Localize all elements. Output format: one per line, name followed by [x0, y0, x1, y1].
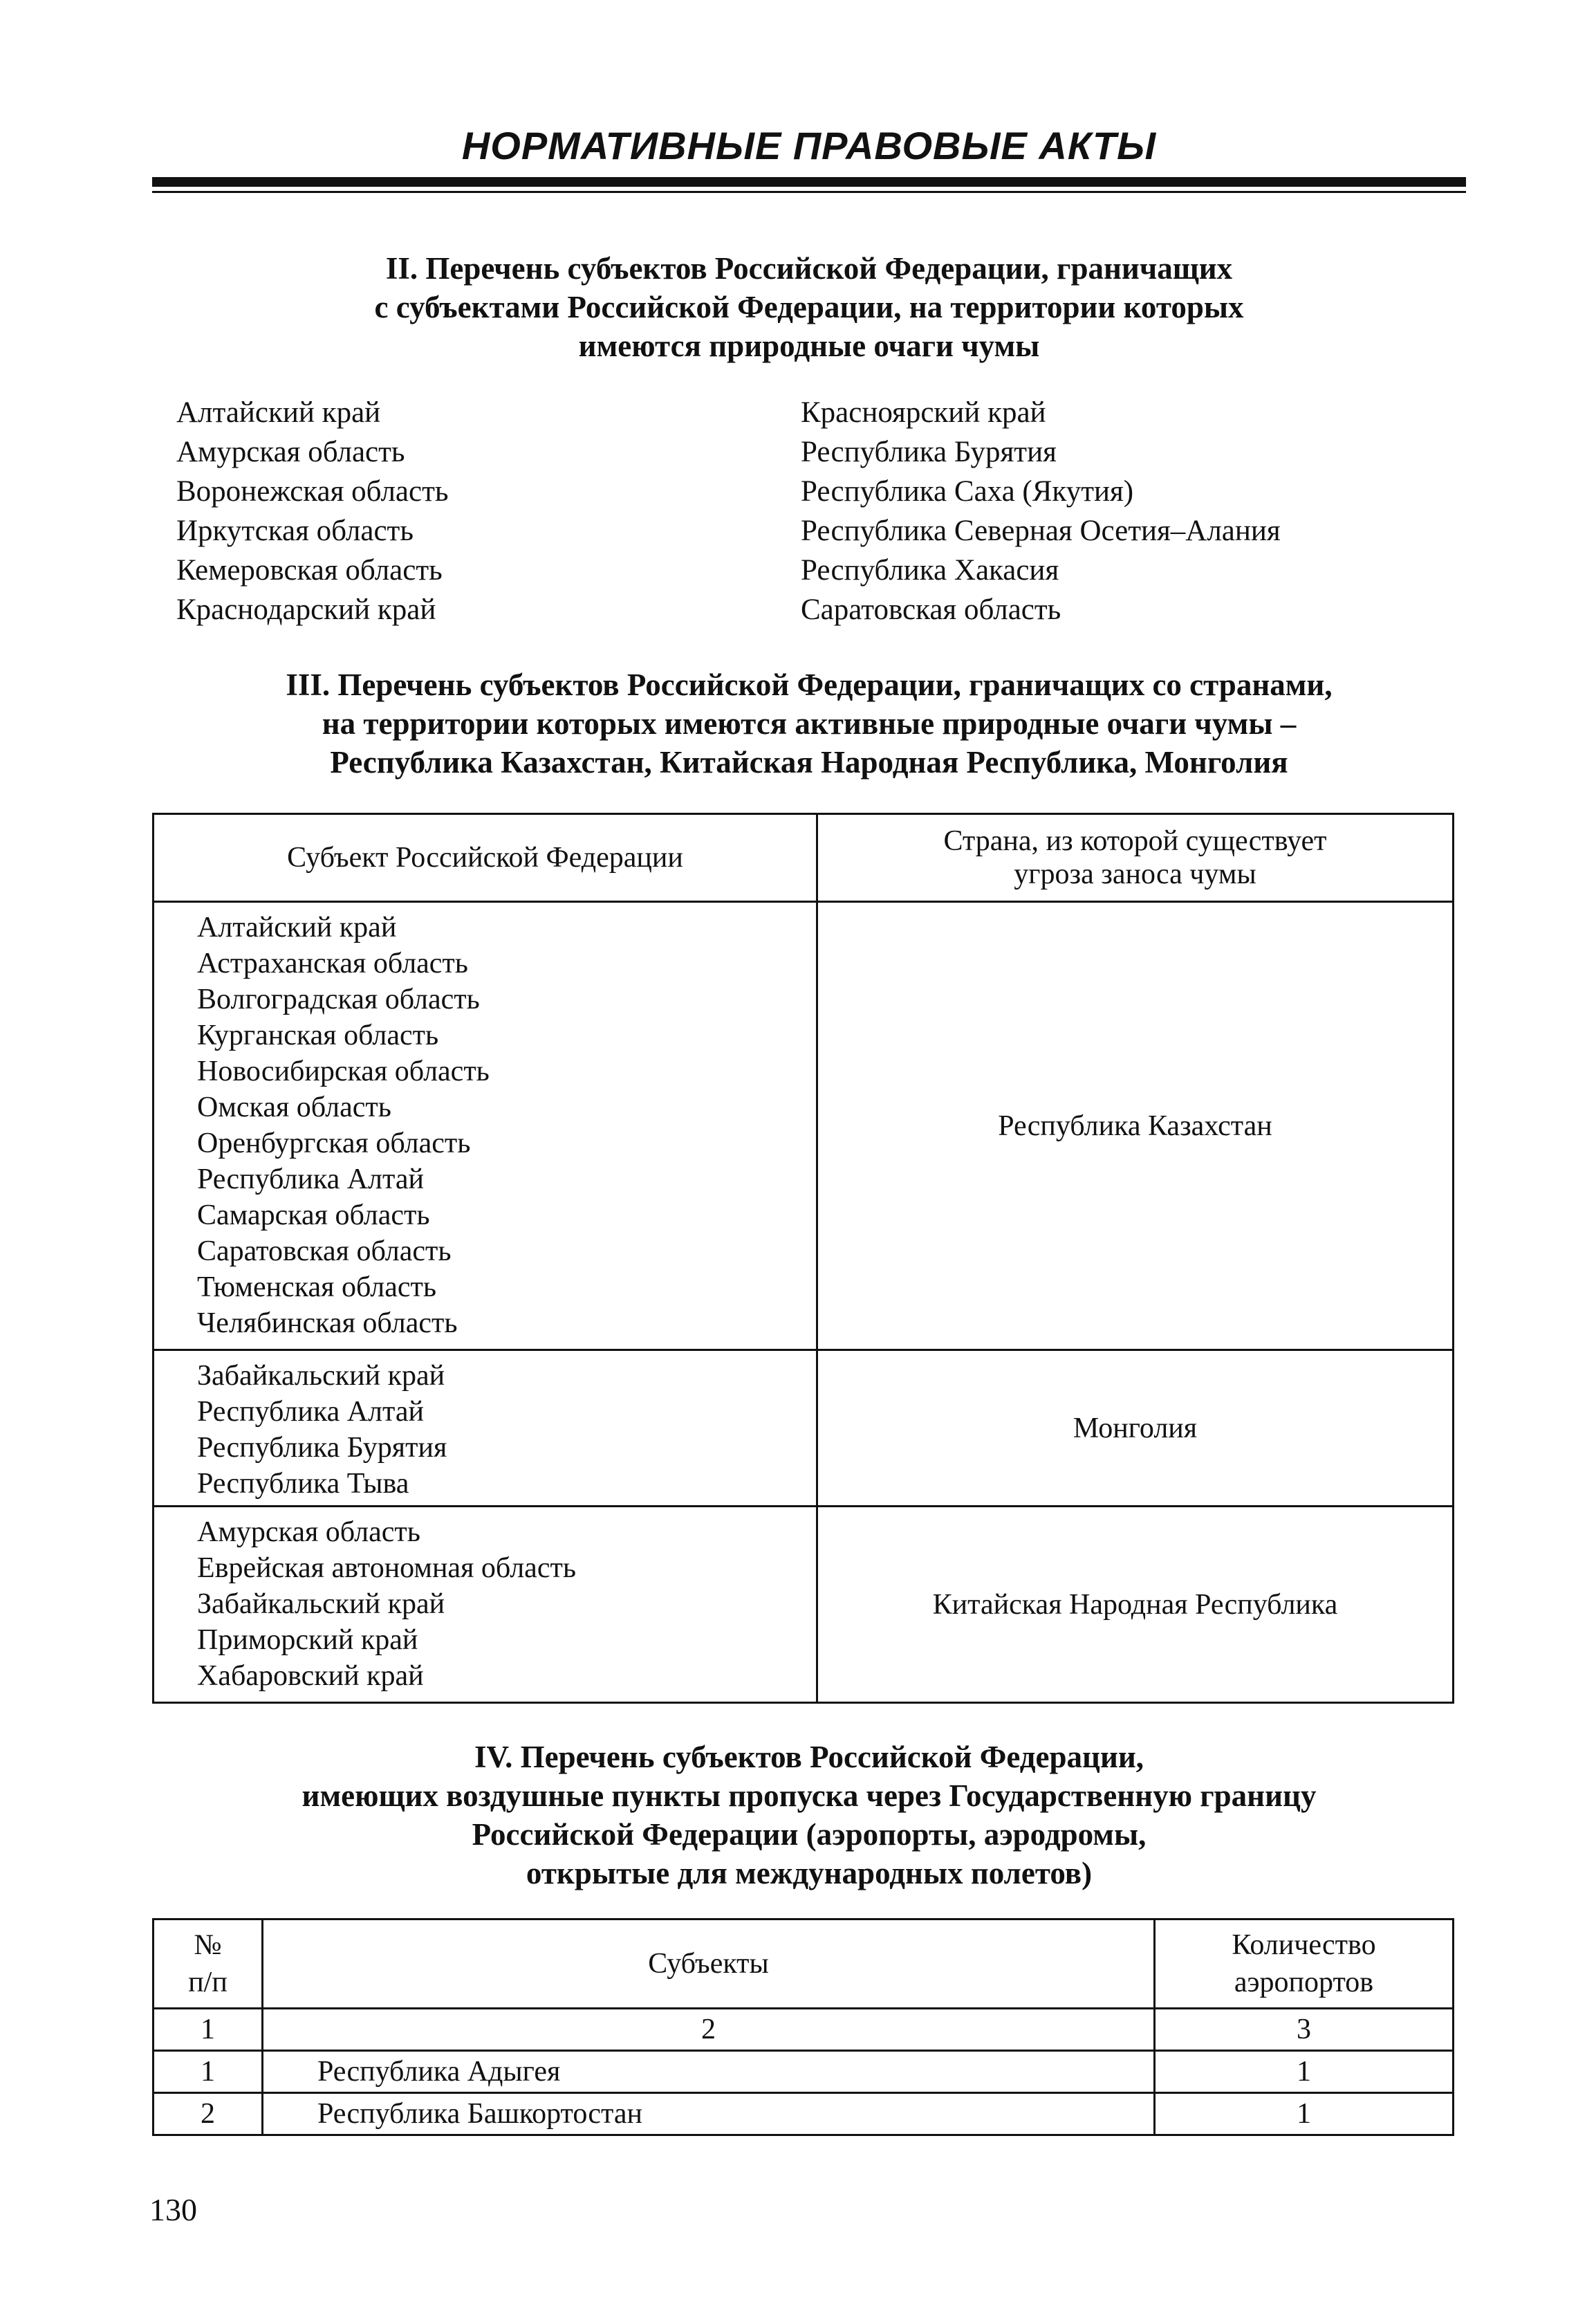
region-item: Оренбургская область [197, 1127, 471, 1159]
section-3-title-line: III. Перечень субъектов Российской Федерации, граничащих со странами, [286, 668, 1333, 702]
section-2-left-list [176, 393, 449, 629]
section-2-title-line: с субъектами Российской Федерации, на территории которых [374, 290, 1244, 324]
country-cell: Республика Казахстан [817, 902, 1454, 1350]
region-item: Амурская область [197, 1516, 420, 1548]
list-item: Красноярский край [801, 396, 1046, 429]
list-item: Кемеровская область [176, 554, 443, 587]
header-subject: Субъект Российской Федерации [154, 814, 817, 902]
region-item: Волгоградская область [197, 984, 480, 1015]
region-item: Алтайский край [197, 912, 397, 943]
list-item: Республика Хакасия [801, 554, 1059, 587]
region-item: Республика Алтай [197, 1163, 425, 1195]
region-item: Хабаровский край [197, 1660, 424, 1692]
region-item: Самарская область [197, 1199, 430, 1231]
header-count-line: аэропортов [1234, 1967, 1374, 1998]
table-row [154, 1507, 1454, 1703]
header-count-line: Количество [1232, 1929, 1376, 1961]
section-2-title-line: имеются природные очаги чумы [578, 329, 1040, 363]
table-row [154, 2093, 1454, 2135]
region-item: Курганская область [197, 1020, 439, 1051]
list-item: Алтайский край [176, 396, 381, 429]
header-country [817, 814, 1454, 902]
header-number-line: № [194, 1929, 222, 1961]
region-item: Республика Алтай [197, 1396, 425, 1428]
section-4-title-line: открытые для международных полетов) [526, 1856, 1093, 1890]
section-2-right-list [801, 393, 1281, 629]
column-numbering-row [154, 2009, 1454, 2051]
list-item: Республика Саха (Якутия) [801, 475, 1134, 508]
section-4-title-line: Российской Федерации (аэропорты, аэродромы, [472, 1817, 1147, 1852]
region-item: Республика Тыва [197, 1468, 409, 1500]
table-row [154, 902, 1454, 1350]
border-regions-table [152, 813, 1454, 1704]
section-4-title [152, 1738, 1466, 1893]
region-item: Челябинская область [197, 1307, 458, 1339]
section-2-title [152, 249, 1466, 365]
region-item: Новосибирская область [197, 1056, 490, 1087]
header-rule-thick [152, 177, 1466, 187]
header-country-line: угроза заноса чумы [1014, 858, 1256, 890]
list-item: Республика Северная Осетия–Алания [801, 515, 1281, 547]
list-item: Республика Бурятия [801, 436, 1057, 468]
section-4-title-line: имеющих воздушные пункты пропуска через Государственную границу [301, 1778, 1317, 1813]
subject-name: Республика Адыгея [263, 2051, 1155, 2093]
region-item: Забайкальский край [197, 1360, 445, 1392]
list-item: Амурская область [176, 436, 405, 468]
region-item: Приморский край [197, 1624, 418, 1656]
header-number-line: п/п [188, 1967, 228, 1998]
table-row [154, 1350, 1454, 1507]
section-2-title-line: II. Перечень субъектов Российской Федерации, граничащих [385, 251, 1233, 286]
header-country-line: Страна, из которой существует [943, 825, 1327, 857]
list-item: Краснодарский край [176, 593, 436, 626]
region-item: Астраханская область [197, 948, 468, 979]
row-number: 2 [154, 2093, 263, 2135]
header-number [154, 1919, 263, 2009]
section-3-title-line: на территории которых имеются активные природные очаги чумы – [322, 706, 1297, 741]
region-list [154, 1350, 817, 1507]
airports-table [152, 1918, 1454, 2136]
column-number: 3 [1155, 2009, 1454, 2051]
region-list [154, 1507, 817, 1703]
airport-count: 1 [1155, 2051, 1454, 2093]
header-subjects: Субъекты [263, 1919, 1155, 2009]
region-item: Саратовская область [197, 1235, 452, 1267]
region-item: Забайкальский край [197, 1588, 445, 1620]
section-3-title-line: Республика Казахстан, Китайская Народная Республика, Монголия [330, 745, 1288, 780]
list-item: Саратовская область [801, 593, 1061, 626]
region-item: Республика Бурятия [197, 1432, 447, 1464]
section-4-title-line: IV. Перечень субъектов Российской Федерации, [474, 1740, 1144, 1774]
list-item: Иркутская область [176, 515, 414, 547]
section-3-title [152, 665, 1466, 782]
subject-name: Республика Башкортостан [263, 2093, 1155, 2135]
column-number: 2 [263, 2009, 1155, 2051]
country-cell: Китайская Народная Республика [817, 1507, 1454, 1703]
airport-count: 1 [1155, 2093, 1454, 2135]
header-count [1155, 1919, 1454, 2009]
table-row [154, 2051, 1454, 2093]
region-list [154, 902, 817, 1350]
row-number: 1 [154, 2051, 263, 2093]
table-header-row [154, 814, 1454, 902]
table-header-row [154, 1919, 1454, 2009]
country-cell: Монголия [817, 1350, 1454, 1507]
page-number: 130 [149, 2192, 197, 2227]
region-item: Еврейская автономная область [197, 1552, 576, 1584]
region-item: Омская область [197, 1092, 391, 1123]
column-number: 1 [154, 2009, 263, 2051]
running-head: НОРМАТИВНЫЕ ПРАВОВЫЕ АКТЫ [461, 124, 1157, 167]
header-rule-thin [152, 191, 1466, 193]
list-item: Воронежская область [176, 475, 449, 508]
region-item: Тюменская область [197, 1271, 437, 1303]
